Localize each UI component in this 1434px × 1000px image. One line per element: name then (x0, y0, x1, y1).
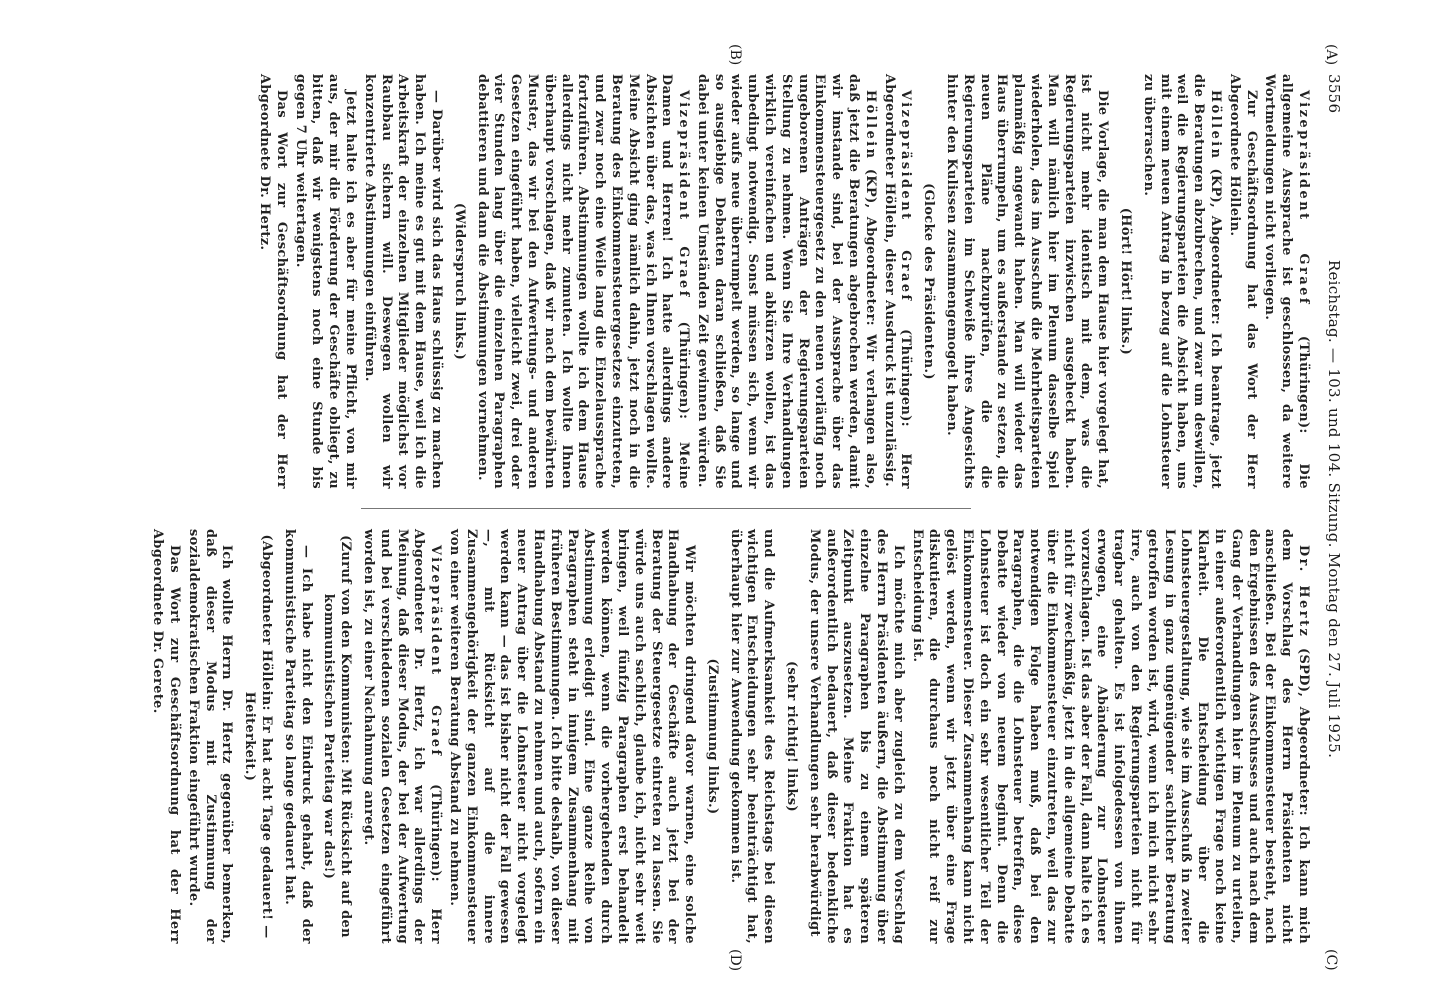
speech-text: (Thüringen): Herr Abgeordneter Dr. Hertz, ich war allerdings der Meinung, daß dieser Modus, der bei der Aufwertung und bei verschiedenen sozialen Gesetzen eingeführt worden ist, zu einer Nachahmung anregt. (360, 529, 444, 944)
text-paragraph: Die Vorlage, die man dem Hause hier vorgelegt hat, ist nicht mehr identisch mit dem, was die Regierungsparteien inzwischen ausgeheckt haben. Man will nämlich hier im Plenum dasselbe Spiel wiederholen, das im Ausschuß die Mehrheitsparteien planmäßig angewandt haben. Man will wieder das Haus überrumpeln, um es außerstande zu setzen, die neuen Pläne nachzuprüfen, die die Regierungsparteien im Schweiße ihres Angesichts hinter den Kulissen zusammengemogelt haben. (944, 74, 1111, 489)
speech-paragraph (1139, 74, 1223, 489)
page-number: 3556 (1325, 74, 1343, 114)
speaker-name: Vizepräsident Graef (676, 90, 692, 299)
margin-marker-c: (C) (1323, 949, 1339, 971)
interjection: (Abgeordneter Höllein: Er hat acht Tage gedauert! — Heiterkeit.) (242, 534, 274, 939)
speech-paragraph (908, 529, 1311, 944)
speech-text: (Thüringen): Herr Abgeordneter Höllein, dieser Ausdruck ist unzulässig. (881, 74, 914, 489)
speaker-name: Höllein (1208, 90, 1224, 161)
speech-paragraph (1261, 74, 1311, 489)
interjection: (Glocke des Präsidenten.) (921, 183, 937, 380)
speech-paragraph (693, 74, 878, 489)
text-paragraph: Zur Geschäftsordnung hat das Wort der Herr Abgeordnete Höllein. (1226, 74, 1259, 489)
text-paragraph: Ich wollte Herrn Dr. Hertz gegenüber bemerken, daß dieser Modus mit Zustimmung der sozialdemokratischen Fraktion eingeführt wurde. (185, 529, 235, 944)
text-paragraph: und die Aufmerksamkeit des Reichstags bei diesen wichtigen Entscheidungen sehr beeinträchtigt hat, überhaupt hier zur Anwendung gekommen ist. (727, 529, 777, 944)
margin-marker-a: (A) (1323, 44, 1339, 66)
speech-text: (KP), Abgeordneter: Wir verlangen also, daß jetzt die Beratungen abgebrochen werden, damit wir imstande sind, bei der Aussprache über das Einkommensteuergesetz zu den neuen vorläufig noch ungeborenen Anträgen der Regierungsparteien Stellung zu nehmen. Wenn Sie Ihre Verhandlungen wirklich vereinfachen und abkürzen wollen, ist das unbedingt notwendig. Sonst müssen sich, wenn wir wieder aufs neue überrumpelt werden, so lange und so ausgiebige Debatten daran schließen, daß Sie dabei unter keinen Umständen Zeit gewinnen würden. (694, 74, 878, 489)
interjection: (Widerspruch links.) (451, 202, 467, 361)
interjection: (sehr richtig! links) (784, 661, 800, 812)
page-header (1321, 74, 1343, 944)
speech-text: (KP), Abgeordneter: Ich beantrage, jetzt die Beratungen abzubrechen, und zwar um deswillen, weil die Regierungsparteien die Absicht haben, uns mit einem neuen Antrag in bezug auf die Lohnsteuer zu überraschen. (1140, 74, 1224, 489)
interjection: (Zuruf von den Kommunisten: Mit Rücksicht auf den kommunistischen Parteitag war das!) (321, 535, 354, 938)
text-paragraph: Jetzt halte ich es aber für meine Pflicht, von mir aus, der mir die Förderung der Geschäfte obliegt, zu bitten, daß wir wenigstens noch eine Stunde bis gegen 7 Uhr weitertagen. (292, 74, 358, 489)
speaker-name: Höllein (862, 90, 878, 161)
left-text-column (131, 74, 1311, 489)
interjection: (Zustimmung links.) (704, 658, 720, 815)
page-title: Reichstag. — 103. und 104. Sitzung. Montag den 27. Juli 1925. (1325, 259, 1343, 759)
margin-marker-b: (B) (727, 44, 743, 66)
speech-paragraph (880, 74, 914, 489)
text-paragraph: Wir möchten dringend davor warnen, eine solche Handhabung der Geschäfte auch jetzt bei der Beratung der Steuergesetze eintreten zu lassen. Sie würde uns auch sachlich, glaube ich, nicht sehr weit bringen, weil fünfzig Paragraphen erst behandelt werden können, wenn die vorhergehenden durch Abstimmung erledigt sind. Eine ganze Reihe von Paragraphen steht in innigem Zusammenhang mit früheren Bestimmungen. Ich bitte deshalb, von dieser Handhabung Abstand zu nehmen und auch, sofern ein neuer Antrag über die Lohnsteuer nicht vorgelegt werden kann — das ist bisher nicht der Fall gewesen —, mit Rücksicht auf die innere Zusammengehörigkeit der ganzen Einkommensteuer von einer weiteren Beratung Abstand zu nehmen. (446, 529, 698, 944)
text-paragraph: Das Wort zur Geschäftsordnung hat der Herr Abgeordnete Dr. Hertz. (256, 74, 289, 489)
interjection: (Hört! Hört! links.) (1118, 207, 1134, 356)
text-paragraph: Ich möchte mich aber zugleich zu dem Vorschlag des Herrn Präsidenten äußern, die Abstimmung über einzelne Paragraphen bis zu einem späteren Zeitpunkt auszusetzen. Meine Fraktion hat es außerordentlich bedauert, daß dieser bedenkliche Modus, der unsere Verhandlungen sehr herabwürdigt (806, 529, 906, 944)
margin-marker-d: (D) (727, 949, 743, 972)
text-paragraph: Das Wort zur Geschäftsordnung hat der Herr Abgeordnete Dr. Gerete. (150, 529, 182, 944)
text-paragraph: — Ich habe nicht den Eindruck gehabt, daß der kommunistische Parteitag so lange gedauert hat. (281, 529, 314, 944)
right-text-column (131, 529, 1311, 944)
speaker-name: Vizepräsident Graef (428, 545, 444, 758)
rotated-document-page (103, 44, 1343, 972)
speech-text: (Thüringen): Die allgemeine Aussprache ist geschlossen, da weitere Wortmeldungen nicht vorliegen. (1262, 74, 1311, 490)
speaker-name: Dr. Hertz (1296, 545, 1311, 639)
speaker-name: Vizepräsident Graef (1296, 90, 1311, 306)
speech-paragraph (473, 74, 691, 489)
column-divider (361, 508, 971, 509)
speaker-name: Vizepräsident Graef (898, 90, 914, 303)
speech-text: (Thüringen): Meine Damen und Herren! Ich hatte allerdings andere Absichten über das, was ich Ihnen vorschlagen wollte. Meine Absicht ging nämlich dahin, jetzt noch in die Beratung des Einkommensteuergesetzes einzutreten, und zwar noch eine Weile lang die Einzelaussprache fortzuführen. Abstimmungen wollte ich dem Hause allerdings nicht mehr zumuten. Ich wollte Ihnen überhaupt vorschlagen, daß wir nach dem bewährten Muster, das wir bei den Aufwertungs- und anderen Gesetzen eingeführt haben, vielleicht zwei, drei oder vier Stunden lang über die einzelnen Paragraphen debattieren und dann die Abstimmungen vornehmen. (474, 74, 692, 489)
text-paragraph: — Darüber wird sich das Haus schlüssig zu machen haben. Ich meine es gut mit dem Hause, weil ich die Arbeitskraft der einzelnen Mitglieder möglichst vor Raubbau sichern will. Deswegen wollen wir konzentrierte Abstimmungen einführen. (361, 74, 444, 489)
speech-text: (SPD), Abgeordneter: Ich kann mich dem Vorschlag des Herrn Präsidenten nicht anschließen. Bei der Einkommensteuer besteht, nach den Ergebnissen des Ausschusses und auch nach dem Gang der Verhandlungen hier im Plenum zu urteilen, in einer außerordentlich wichtigen Frage noch keine Klarheit. Die Entscheidung über die Lohnsteuergestaltung, wie sie im Ausschuß in zweiter Lesung in ganz ungenügender sachlicher Beratung getroffen worden ist, wird, wenn ich mich nicht sehr irre, auch von den Regierungsparteien nicht für tragbar gehalten. Es ist infolgedessen von ihnen erwogen, eine Abänderung zur Lohnsteuer vorzuschlagen. Ist das aber der Fall, dann halte ich es nicht für zweckmäßig, jetzt in die allgemeine Debatte über die Einkommensteuer einzutreten, weil das zur notwendigen Folge haben muß, daß bei den Paragraphen, die die Lohnsteuer betreffen, diese Debatte wieder von neuem beginnt. Denn die Lohnsteuer ist doch ein sehr wesentlicher Teil der Einkommensteuer. Dieser Zusammenhang kann nicht gelöst werden, wenn wir jetzt über eine Frage diskutieren, die durchaus noch nicht reif zur Entscheidung ist. (909, 529, 1311, 944)
speech-paragraph (359, 529, 443, 944)
